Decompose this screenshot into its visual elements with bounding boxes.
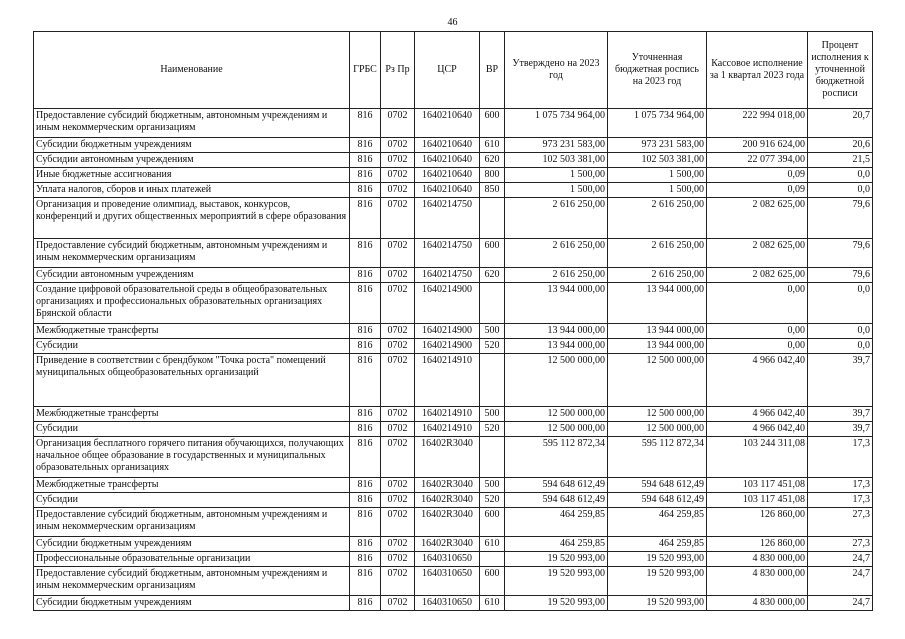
cell-csr: 1640210640 [415,109,480,138]
cell-approved: 13 944 000,00 [505,339,608,354]
cell-name: Организация бесплатного горячего питания обучающихся, получающих начальное общее образование в государственных и муниципальных образовательных организациях [34,437,350,478]
cell-grbs: 816 [350,596,381,611]
cell-csr: 1640210640 [415,138,480,153]
cell-refined: 464 259,85 [608,537,707,552]
cell-approved: 464 259,85 [505,508,608,537]
cell-vr: 610 [480,138,505,153]
cell-percent: 24,7 [808,552,873,567]
cell-grbs: 816 [350,283,381,324]
table-row [34,153,873,168]
cell-name: Профессиональные образовательные организации [34,552,350,567]
table-row [34,478,873,493]
cell-refined: 973 231 583,00 [608,138,707,153]
table-row [34,437,873,478]
cell-csr: 1640214910 [415,407,480,422]
cell-percent: 17,3 [808,493,873,508]
cell-refined: 2 616 250,00 [608,239,707,268]
cell-refined: 19 520 993,00 [608,567,707,596]
table-row [34,552,873,567]
cell-rzpr: 0702 [381,198,415,239]
cell-vr: 520 [480,422,505,437]
cell-name: Субсидии [34,422,350,437]
cell-percent: 0,0 [808,168,873,183]
cell-grbs: 816 [350,537,381,552]
cell-refined: 2 616 250,00 [608,268,707,283]
cell-cash: 4 830 000,00 [707,596,808,611]
cell-percent: 0,0 [808,339,873,354]
cell-grbs: 816 [350,339,381,354]
cell-grbs: 816 [350,153,381,168]
cell-cash: 2 082 625,00 [707,268,808,283]
cell-percent: 24,7 [808,567,873,596]
cell-csr: 1640210640 [415,153,480,168]
table-row [34,537,873,552]
cell-approved: 973 231 583,00 [505,138,608,153]
cell-vr [480,354,505,407]
cell-cash: 2 082 625,00 [707,239,808,268]
cell-cash: 2 082 625,00 [707,198,808,239]
cell-csr: 1640310650 [415,596,480,611]
cell-cash: 103 117 451,08 [707,493,808,508]
cell-name: Межбюджетные трансферты [34,478,350,493]
cell-csr: 1640214750 [415,198,480,239]
cell-rzpr: 0702 [381,508,415,537]
cell-cash: 0,00 [707,324,808,339]
cell-approved: 2 616 250,00 [505,239,608,268]
cell-cash: 4 966 042,40 [707,354,808,407]
cell-refined: 1 500,00 [608,168,707,183]
cell-rzpr: 0702 [381,422,415,437]
cell-percent: 0,0 [808,283,873,324]
column-header-refined: Уточненная бюджетная роспись на 2023 год [608,32,707,109]
cell-name: Предоставление субсидий бюджетным, автономным учреждениям и иным некоммерческим организациям [34,109,350,138]
cell-vr: 600 [480,239,505,268]
table-row [34,354,873,407]
cell-name: Предоставление субсидий бюджетным, автономным учреждениям и иным некоммерческим организациям [34,567,350,596]
cell-approved: 13 944 000,00 [505,283,608,324]
cell-grbs: 816 [350,183,381,198]
cell-rzpr: 0702 [381,283,415,324]
cell-vr: 500 [480,407,505,422]
cell-csr: 16402R3040 [415,478,480,493]
cell-csr: 16402R3040 [415,537,480,552]
cell-grbs: 816 [350,198,381,239]
table-row [34,596,873,611]
cell-cash: 126 860,00 [707,508,808,537]
cell-refined: 12 500 000,00 [608,354,707,407]
cell-grbs: 816 [350,493,381,508]
table-row [34,407,873,422]
cell-refined: 12 500 000,00 [608,407,707,422]
column-header-grbs: ГРБС [350,32,381,109]
table-row [34,567,873,596]
cell-grbs: 816 [350,138,381,153]
cell-csr: 16402R3040 [415,508,480,537]
cell-csr: 1640214900 [415,283,480,324]
cell-approved: 2 616 250,00 [505,198,608,239]
cell-percent: 79,6 [808,198,873,239]
cell-name: Субсидии [34,493,350,508]
cell-rzpr: 0702 [381,339,415,354]
table-row [34,493,873,508]
cell-name: Предоставление субсидий бюджетным, автономным учреждениям и иным некоммерческим организациям [34,508,350,537]
cell-percent: 79,6 [808,239,873,268]
table-row [34,324,873,339]
table-row [34,339,873,354]
cell-approved: 19 520 993,00 [505,552,608,567]
cell-cash: 0,00 [707,283,808,324]
cell-grbs: 816 [350,354,381,407]
table-row [34,508,873,537]
cell-name: Межбюджетные трансферты [34,407,350,422]
cell-vr: 520 [480,339,505,354]
cell-vr [480,198,505,239]
column-header-approved: Утверждено на 2023 год [505,32,608,109]
cell-approved: 1 075 734 964,00 [505,109,608,138]
cell-percent: 79,6 [808,268,873,283]
cell-refined: 13 944 000,00 [608,283,707,324]
cell-csr: 16402R3040 [415,437,480,478]
cell-cash: 0,09 [707,168,808,183]
cell-refined: 102 503 381,00 [608,153,707,168]
cell-percent: 39,7 [808,354,873,407]
cell-vr: 500 [480,478,505,493]
cell-grbs: 816 [350,437,381,478]
cell-refined: 1 500,00 [608,183,707,198]
cell-refined: 13 944 000,00 [608,324,707,339]
column-header-rzpr: Рз Пр [381,32,415,109]
cell-grbs: 816 [350,552,381,567]
cell-cash: 126 860,00 [707,537,808,552]
cell-csr: 1640214750 [415,268,480,283]
cell-name: Приведение в соответствии с брендбуком "Точка роста" помещений муниципальных общеобразовательных организаций [34,354,350,407]
cell-cash: 0,00 [707,339,808,354]
cell-grbs: 816 [350,268,381,283]
cell-approved: 2 616 250,00 [505,268,608,283]
cell-rzpr: 0702 [381,138,415,153]
cell-percent: 20,6 [808,138,873,153]
cell-approved: 464 259,85 [505,537,608,552]
cell-csr: 1640210640 [415,183,480,198]
cell-approved: 12 500 000,00 [505,354,608,407]
cell-approved: 595 112 872,34 [505,437,608,478]
cell-rzpr: 0702 [381,354,415,407]
cell-name: Иные бюджетные ассигнования [34,168,350,183]
cell-refined: 19 520 993,00 [608,596,707,611]
cell-csr: 1640214900 [415,324,480,339]
cell-rzpr: 0702 [381,153,415,168]
cell-vr: 600 [480,567,505,596]
cell-cash: 200 916 624,00 [707,138,808,153]
cell-csr: 1640214910 [415,354,480,407]
cell-name: Организация и проведение олимпиад, выставок, конкурсов, конференций и других общественных мероприятий в сфере образования [34,198,350,239]
cell-vr: 610 [480,596,505,611]
cell-approved: 13 944 000,00 [505,324,608,339]
cell-grbs: 816 [350,239,381,268]
cell-rzpr: 0702 [381,239,415,268]
cell-percent: 0,0 [808,324,873,339]
cell-refined: 464 259,85 [608,508,707,537]
table-row [34,183,873,198]
cell-rzpr: 0702 [381,478,415,493]
column-header-percent: Процент исполнения к уточненной бюджетной росписи [808,32,873,109]
table-row [34,168,873,183]
cell-grbs: 816 [350,109,381,138]
cell-refined: 594 648 612,49 [608,478,707,493]
table-row [34,109,873,138]
cell-cash: 103 117 451,08 [707,478,808,493]
cell-name: Субсидии автономным учреждениям [34,153,350,168]
cell-approved: 12 500 000,00 [505,422,608,437]
cell-vr: 610 [480,537,505,552]
cell-cash: 22 077 394,00 [707,153,808,168]
column-header-csr: ЦСР [415,32,480,109]
cell-name: Субсидии [34,339,350,354]
cell-grbs: 816 [350,407,381,422]
cell-name: Уплата налогов, сборов и иных платежей [34,183,350,198]
cell-rzpr: 0702 [381,407,415,422]
table-row [34,138,873,153]
cell-rzpr: 0702 [381,596,415,611]
cell-vr: 800 [480,168,505,183]
cell-cash: 0,09 [707,183,808,198]
cell-vr: 620 [480,268,505,283]
cell-vr: 620 [480,153,505,168]
cell-csr: 1640214900 [415,339,480,354]
cell-rzpr: 0702 [381,109,415,138]
table-header-row [34,32,873,109]
cell-vr: 600 [480,508,505,537]
cell-percent: 17,3 [808,478,873,493]
cell-name: Субсидии бюджетным учреждениям [34,537,350,552]
cell-rzpr: 0702 [381,552,415,567]
cell-csr: 1640214750 [415,239,480,268]
cell-vr: 850 [480,183,505,198]
cell-percent: 27,3 [808,508,873,537]
cell-percent: 17,3 [808,437,873,478]
cell-grbs: 816 [350,422,381,437]
cell-approved: 102 503 381,00 [505,153,608,168]
cell-csr: 1640310650 [415,552,480,567]
cell-rzpr: 0702 [381,537,415,552]
cell-refined: 19 520 993,00 [608,552,707,567]
cell-refined: 2 616 250,00 [608,198,707,239]
cell-percent: 20,7 [808,109,873,138]
cell-name: Субсидии бюджетным учреждениям [34,138,350,153]
cell-percent: 39,7 [808,422,873,437]
cell-approved: 19 520 993,00 [505,567,608,596]
cell-name: Субсидии бюджетным учреждениям [34,596,350,611]
table-row [34,239,873,268]
cell-refined: 594 648 612,49 [608,493,707,508]
cell-cash: 4 966 042,40 [707,407,808,422]
cell-grbs: 816 [350,168,381,183]
cell-name: Межбюджетные трансферты [34,324,350,339]
cell-percent: 27,3 [808,537,873,552]
cell-approved: 594 648 612,49 [505,478,608,493]
cell-rzpr: 0702 [381,493,415,508]
cell-cash: 4 830 000,00 [707,552,808,567]
cell-cash: 103 244 311,08 [707,437,808,478]
cell-vr: 500 [480,324,505,339]
cell-cash: 222 994 018,00 [707,109,808,138]
cell-cash: 4 966 042,40 [707,422,808,437]
cell-refined: 13 944 000,00 [608,339,707,354]
table-row [34,422,873,437]
cell-approved: 1 500,00 [505,168,608,183]
cell-percent: 0,0 [808,183,873,198]
cell-approved: 12 500 000,00 [505,407,608,422]
column-header-cash: Кассовое исполнение за 1 квартал 2023 года [707,32,808,109]
column-header-name: Наименование [34,32,350,109]
cell-name: Субсидии автономным учреждениям [34,268,350,283]
column-header-vr: ВР [480,32,505,109]
cell-csr: 1640214910 [415,422,480,437]
page-number: 46 [447,17,458,28]
table-row [34,283,873,324]
cell-vr [480,437,505,478]
cell-grbs: 816 [350,324,381,339]
cell-name: Предоставление субсидий бюджетным, автономным учреждениям и иным некоммерческим организациям [34,239,350,268]
cell-rzpr: 0702 [381,268,415,283]
cell-name: Создание цифровой образовательной среды в общеобразовательных организациях и профессиональных образовательных организациях Брянской области [34,283,350,324]
cell-grbs: 816 [350,508,381,537]
cell-grbs: 816 [350,567,381,596]
table-row [34,268,873,283]
cell-grbs: 816 [350,478,381,493]
cell-rzpr: 0702 [381,183,415,198]
cell-refined: 12 500 000,00 [608,422,707,437]
cell-approved: 1 500,00 [505,183,608,198]
cell-refined: 1 075 734 964,00 [608,109,707,138]
cell-approved: 594 648 612,49 [505,493,608,508]
cell-rzpr: 0702 [381,324,415,339]
cell-rzpr: 0702 [381,168,415,183]
cell-percent: 24,7 [808,596,873,611]
cell-approved: 19 520 993,00 [505,596,608,611]
cell-percent: 39,7 [808,407,873,422]
cell-csr: 16402R3040 [415,493,480,508]
cell-vr [480,283,505,324]
cell-vr: 520 [480,493,505,508]
cell-vr [480,552,505,567]
cell-cash: 4 830 000,00 [707,567,808,596]
cell-csr: 1640310650 [415,567,480,596]
budget-table [33,31,873,611]
cell-refined: 595 112 872,34 [608,437,707,478]
cell-percent: 21,5 [808,153,873,168]
cell-vr: 600 [480,109,505,138]
cell-rzpr: 0702 [381,437,415,478]
cell-csr: 1640210640 [415,168,480,183]
table-row [34,198,873,239]
cell-rzpr: 0702 [381,567,415,596]
